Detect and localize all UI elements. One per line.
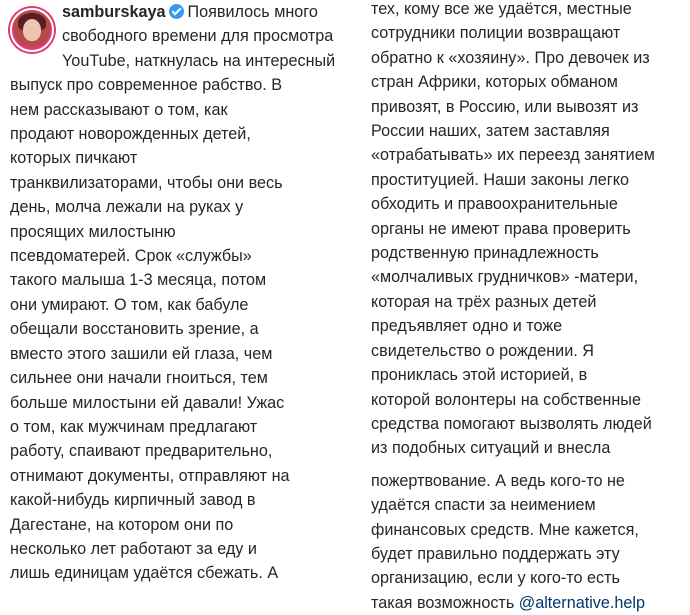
caption-line: проституцией. Наши законы легко bbox=[371, 170, 629, 189]
caption-line: финансовых средств. Мне кажется, bbox=[371, 520, 639, 539]
caption-line: привозят, в Россию, или вывозят из bbox=[371, 97, 639, 116]
caption-line: день, молча лежали на руках у bbox=[10, 198, 244, 217]
mention-link[interactable]: @alternative.help bbox=[518, 593, 645, 612]
caption-line: псевдоматерей. Срок «службы» bbox=[10, 247, 252, 266]
caption-line: которая на трёх разных детей bbox=[371, 292, 597, 311]
caption-line: стран Африки, которых обманом bbox=[371, 73, 618, 92]
caption-line: сотрудники полиции возвращают bbox=[371, 24, 621, 43]
caption-line: «отрабатывать» их переезд занятием bbox=[371, 146, 655, 165]
caption-line: родственную принадлежность bbox=[371, 244, 599, 263]
caption-line: свободного времени для просмотра bbox=[62, 27, 334, 46]
verified-badge-icon bbox=[169, 4, 184, 19]
caption-line: прониклась этой историей, в bbox=[371, 366, 588, 385]
caption-line: обратно к «хозяину». Про девочек из bbox=[371, 48, 650, 67]
caption-text: такая возможность bbox=[371, 593, 519, 612]
caption-line: больше милостыни ей давали! Ужас bbox=[10, 393, 285, 412]
caption-line: пожертвование. А ведь кого-то не bbox=[371, 471, 625, 490]
caption-line: просящих милостыню bbox=[10, 222, 176, 241]
caption-line: отнимают документы, отправляют на bbox=[10, 466, 290, 485]
profile-avatar[interactable] bbox=[10, 8, 54, 52]
caption-line: обходить и правоохранительные bbox=[371, 195, 618, 214]
caption-line: лишь единицам удаётся сбежать. А bbox=[10, 564, 279, 583]
caption-line: выпуск про современное рабство. В bbox=[10, 76, 283, 95]
caption-line bbox=[371, 591, 676, 615]
caption-line: транквилизаторами, чтобы они весь bbox=[10, 173, 283, 192]
caption-line: организацию, если у кого-то есть bbox=[371, 569, 620, 588]
caption-line: которой волонтеры на собственные bbox=[371, 390, 641, 409]
caption-text: Появилось много bbox=[187, 3, 318, 21]
caption-line: какой-нибудь кирпичный завод в bbox=[10, 491, 256, 510]
caption-line: работу, спаивают предварительно, bbox=[10, 442, 273, 461]
caption-line: которых пичкают bbox=[10, 149, 138, 168]
caption-line: сильнее они начали гноиться, тем bbox=[10, 369, 268, 388]
caption-line: Дагестане, на котором они по bbox=[10, 515, 234, 534]
caption-line: из подобных ситуаций и внесла bbox=[371, 439, 611, 458]
caption-line: тех, кому все же удаётся, местные bbox=[371, 0, 632, 18]
caption-line: будет правильно поддержать эту bbox=[371, 544, 620, 563]
caption-line: предъявляет одно и тоже bbox=[371, 317, 563, 336]
caption-line: органы не имеют права проверить bbox=[371, 219, 631, 238]
caption-line: такого малыша 1-3 месяца, потом bbox=[10, 271, 267, 290]
caption-line: средства помогают вызволять людей bbox=[371, 414, 652, 433]
caption-line: вместо этого зашили ей глаза, чем bbox=[10, 344, 273, 363]
caption-line: о том, как мужчинам предлагают bbox=[10, 417, 258, 436]
avatar-face bbox=[23, 19, 41, 41]
caption-line: они умирают. О том, как бабуле bbox=[10, 295, 249, 314]
caption-header bbox=[10, 0, 335, 73]
caption-body-left bbox=[10, 73, 335, 586]
caption-line: обещали восстановить зрение, а bbox=[10, 320, 259, 339]
caption-line: «молчаливых грудничков» -матери, bbox=[371, 268, 639, 287]
caption-line: свидетельство о рождении. Я bbox=[371, 341, 594, 360]
caption-line: несколько лет работают за еду и bbox=[10, 539, 257, 558]
caption-line: YouTube, наткнулась на интересный bbox=[62, 51, 336, 70]
caption-line: продают новорожденных детей, bbox=[10, 125, 251, 144]
username-link[interactable]: samburskaya bbox=[62, 3, 166, 21]
caption-line: удаётся спасти за неимением bbox=[371, 496, 596, 515]
post-caption-left-column bbox=[10, 0, 335, 586]
post-caption-right-column bbox=[371, 0, 676, 615]
caption-line: нем рассказывают о том, как bbox=[10, 100, 228, 119]
caption-first-lines bbox=[62, 0, 335, 73]
caption-line bbox=[62, 0, 335, 24]
caption-line: России наших, затем заставляя bbox=[371, 122, 610, 141]
